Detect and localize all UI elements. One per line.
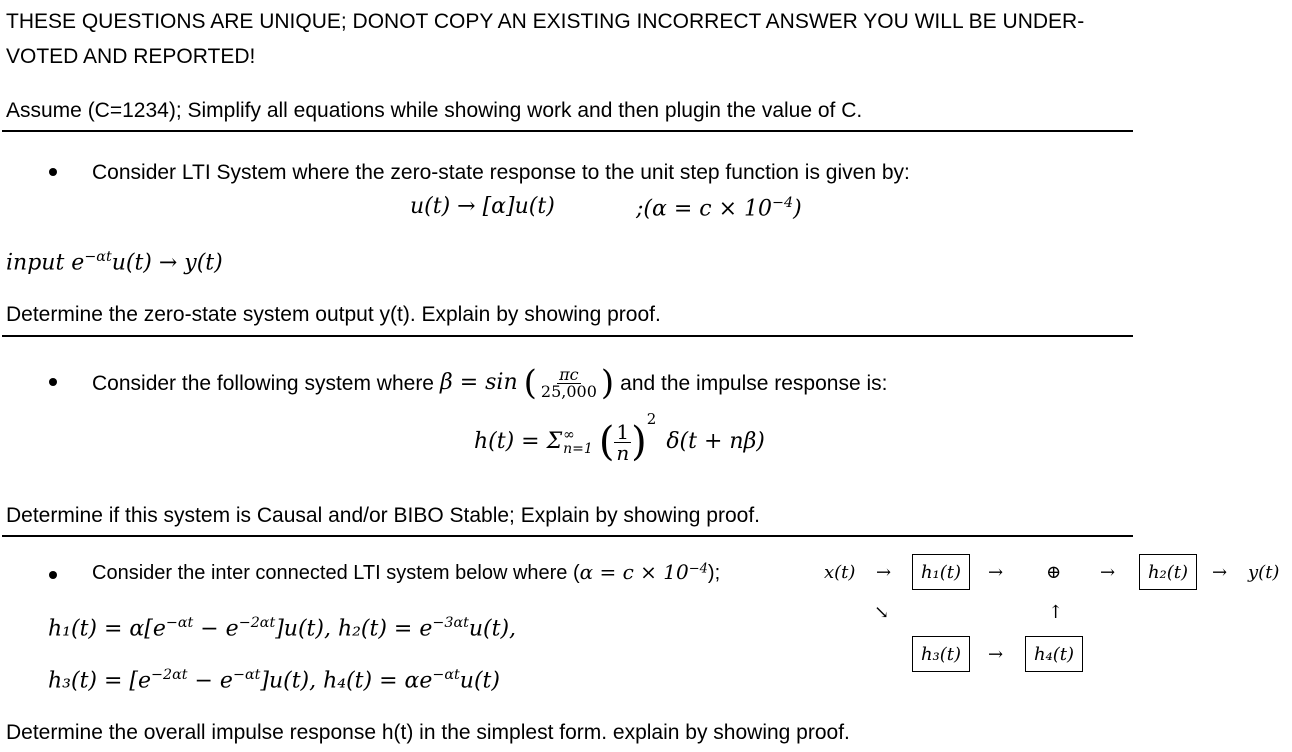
divider-3 — [2, 535, 1133, 537]
q1-task: Determine the zero-state system output y(t). Explain by showing proof. — [6, 303, 661, 326]
warning-line-1: THESE QUESTIONS ARE UNIQUE; DONOT COPY AN EXISTING INCORRECT ANSWER YOU WILL BE UNDER- — [6, 10, 1085, 33]
block-h3: h₃(t) — [912, 636, 970, 672]
q2-task: Determine if this system is Causal and/or BIBO Stable; Explain by showing proof. — [6, 504, 761, 527]
diagram-output-label: y(t) — [1248, 562, 1280, 583]
q3-task: Determine the overall impulse response h(t) in the simplest form. explain by showing proof. — [6, 721, 850, 744]
warning-line-2: VOTED AND REPORTED! — [6, 45, 256, 68]
arrow-down-right-icon: ↘ — [874, 602, 890, 623]
arrow-right-icon: → — [1212, 562, 1228, 583]
assumption-text: Assume (C=1234); Simplify all equations while showing work and then plugin the value of C. — [6, 99, 863, 122]
q1-condition: ;(α = $c \times 10^{-4}$) — [636, 195, 802, 222]
block-h4: h₄(t) — [1025, 636, 1083, 672]
q2-sum-limits: ∞ n=1 — [563, 427, 593, 457]
q2-bullet-line — [92, 358, 887, 408]
block-h2: h₂(t) — [1139, 554, 1197, 590]
summing-junction-icon: ⊕ — [1046, 562, 1062, 583]
q2-bullet-suffix: and the impulse response is: — [620, 371, 888, 395]
arrow-right-icon: → — [876, 562, 892, 583]
bullet-q1 — [49, 168, 57, 176]
bullet-q2 — [49, 378, 57, 386]
q3-bullet-line: Consider the inter connected LTI system below where $(\alpha = c \times 10^{-4})$; — [92, 560, 721, 584]
q2-impulse-response: h(t) = Σ ∞ n=1 ( $\frac{1}{n}$ ) 2 δ(t + nβ) — [474, 410, 765, 465]
q1-input: input $e^{-\alpha t}u(t) \to y(t)$ — [6, 249, 223, 276]
q2-bullet-prefix: Consider the following system where — [92, 371, 434, 395]
arrow-up-icon: ↑ — [1048, 602, 1064, 623]
q1-equation: u(t) → [α]u(t) — [410, 194, 555, 219]
arrow-right-icon: → — [1100, 562, 1116, 583]
divider-1 — [2, 130, 1133, 132]
q2-beta-fraction: $\frac{\pi c}{25,000}$ — [540, 364, 597, 401]
block-h1: h₁(t) — [912, 554, 970, 590]
q2-power: 2 — [646, 410, 657, 428]
q3-h1-h2: $h_1(t) = \alpha[e^{-\alpha t} - e^{-2\alpha t}]u(t)$, $h_2(t) = e^{-3\alpha t}u(t)$, — [48, 615, 517, 642]
q2-beta: β = sin — [440, 370, 518, 395]
q2-paren-close: ) — [600, 363, 615, 403]
diagram-input-label: x(t) — [824, 562, 856, 583]
bullet-q3 — [49, 571, 57, 579]
q2-paren-open: ( — [523, 363, 537, 403]
q2-fraction: $\frac{1}{n}$ — [616, 419, 630, 465]
arrow-right-icon: → — [988, 644, 1004, 665]
arrow-right-icon: → — [988, 562, 1004, 583]
q1-bullet-text: Consider LTI System where the zero-state response to the unit step function is given by: — [92, 161, 910, 184]
q3-h3-h4: $h_3(t) = [e^{-2\alpha t} - e^{-\alpha t}]u(t)$, $h_4(t) = \alpha e^{-\alpha t}u(t)$ — [48, 667, 500, 694]
divider-2 — [2, 335, 1133, 337]
